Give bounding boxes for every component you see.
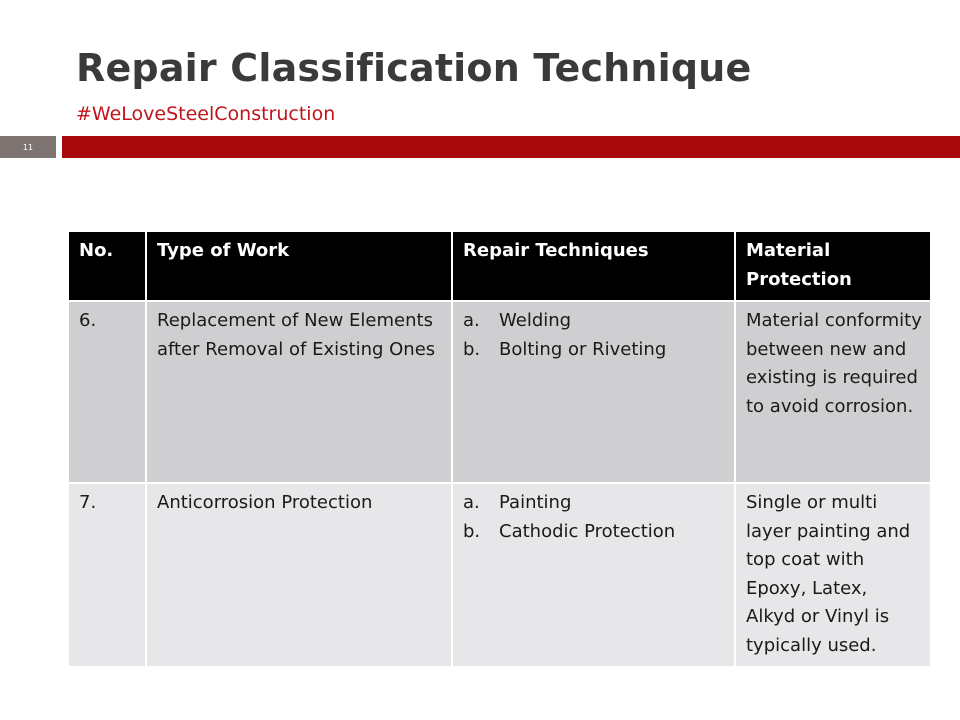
technique-text: Welding <box>499 310 572 331</box>
cell-type-of-work: Replacement of New Elements after Removal of Existing Ones <box>146 301 452 483</box>
cell-repair-techniques <box>452 301 735 483</box>
cell-type-of-work: Anticorrosion Protection <box>146 483 452 667</box>
technique-item <box>463 307 726 336</box>
technique-letter: b. <box>463 338 481 360</box>
technique-text: Painting <box>499 492 572 513</box>
cell-material-protection: Single or multi layer painting and top coat with Epoxy, Latex, Alkyd or Vinyl is typically used. <box>735 483 931 667</box>
technique-item <box>463 336 726 365</box>
repair-classification-table <box>67 230 932 668</box>
accent-bar <box>62 136 960 158</box>
table-row <box>68 301 931 483</box>
table-header-row <box>68 231 931 301</box>
technique-letter: a. <box>463 492 480 513</box>
slide-subtitle-hashtag: #WeLoveSteelConstruction <box>76 103 336 125</box>
header-repair-techniques: Repair Techniques <box>452 231 735 301</box>
technique-letter: b. <box>463 520 481 542</box>
header-no: No. <box>68 231 146 301</box>
cell-no: 6. <box>68 301 146 483</box>
cell-material-protection: Material conformity between new and existing is required to avoid corrosion. <box>735 301 931 483</box>
technique-text: Cathodic Protection <box>499 520 676 542</box>
technique-letter: a. <box>463 310 480 331</box>
technique-item <box>463 489 726 518</box>
slide-number: 11 <box>0 136 56 158</box>
header-material-protection: Material Protection <box>735 231 931 301</box>
technique-text: Bolting or Riveting <box>499 338 667 360</box>
cell-repair-techniques <box>452 483 735 667</box>
slide-title: Repair Classification Technique <box>76 46 752 90</box>
technique-item <box>463 518 726 547</box>
cell-no: 7. <box>68 483 146 667</box>
header-type-of-work: Type of Work <box>146 231 452 301</box>
table-row <box>68 483 931 667</box>
